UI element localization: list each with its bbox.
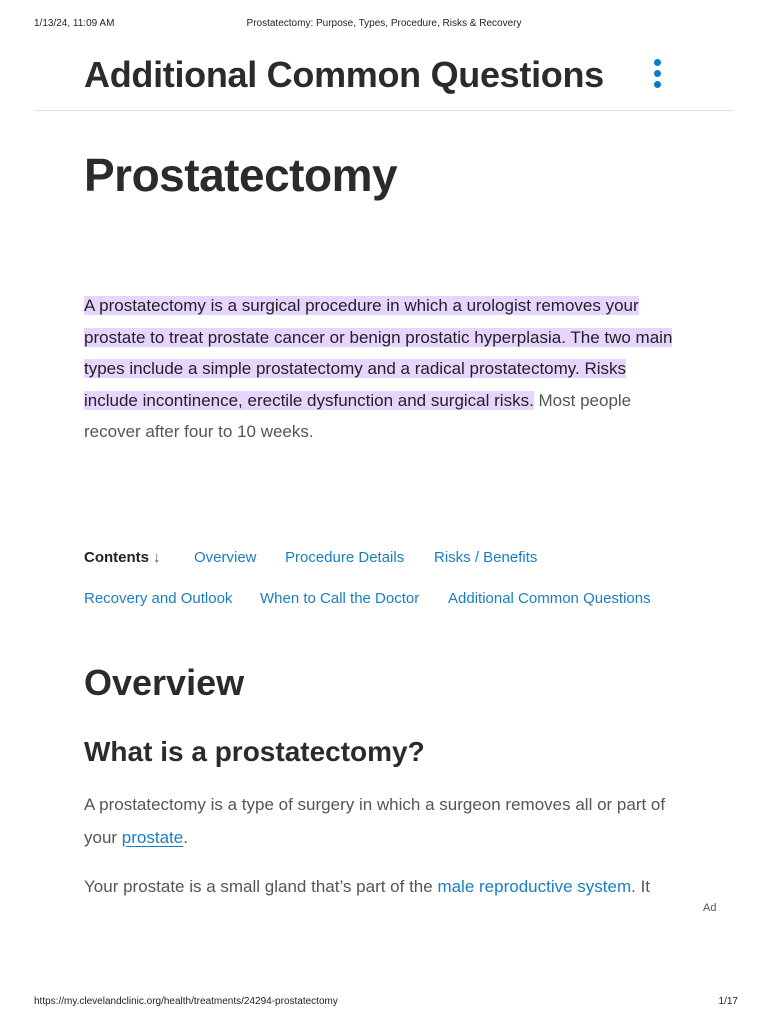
toc-label-text: Contents — [84, 549, 149, 566]
p2-text: Your prostate is a small gland that’s part of the — [84, 877, 438, 896]
overview-subheading: What is a prostatectomy? — [84, 736, 425, 767]
print-page-number: 1/17 — [718, 996, 738, 1007]
overview-heading: Overview — [84, 662, 245, 703]
p1-text: A prostatectomy is a type of surgery in which a surgeon removes all or part of your — [84, 795, 666, 847]
page-title: Prostatectomy — [84, 149, 398, 201]
toc-label — [84, 549, 161, 566]
article-summary — [84, 290, 684, 448]
prostate-link[interactable]: prostate — [121, 828, 184, 847]
toc-link-procedure-details[interactable]: Procedure Details — [285, 549, 405, 566]
toc-link-overview[interactable]: Overview — [194, 549, 257, 566]
male-reproductive-system-link[interactable]: male reproductive system — [437, 877, 632, 896]
toc-link-recovery-outlook[interactable]: Recovery and Outlook — [84, 590, 233, 607]
sticky-section-heading: Additional Common Questions — [84, 54, 604, 95]
p2-end: . It — [631, 877, 651, 896]
print-url: https://my.clevelandclinic.org/health/treatments/24294-prostatectomy — [34, 996, 338, 1007]
more-options-icon[interactable] — [648, 59, 666, 91]
sticky-section-bar — [34, 50, 734, 111]
print-doc-title: Prostatectomy: Purpose, Types, Procedure, Risks & Recovery — [246, 18, 522, 29]
print-datetime: 1/13/24, 11:09 AM — [34, 18, 115, 29]
summary-rest: Most people recover after four to 10 weeks. — [84, 390, 632, 441]
toc-link-common-questions[interactable]: Additional Common Questions — [448, 590, 651, 607]
p1-end: . — [183, 828, 188, 847]
overview-paragraph-2 — [84, 870, 694, 903]
print-footer — [34, 996, 738, 1010]
overview-paragraph-1 — [84, 788, 694, 854]
ad-label: Ad — [703, 902, 717, 914]
toc-link-when-to-call[interactable]: When to Call the Doctor — [260, 590, 420, 607]
toc-link-risks-benefits[interactable]: Risks / Benefits — [434, 549, 538, 566]
arrow-down-icon: ↓ — [153, 549, 161, 566]
summary-highlighted: A prostatectomy is a surgical procedure in which a urologist removes your prostate to treat prostate cancer or benign prostatic hyperplasia. The two main types include a simple prostatectomy and a radical prostatectomy. Risks include incontinence, erectile dysfunction and surgical risks. — [84, 296, 673, 410]
print-header — [34, 18, 734, 32]
